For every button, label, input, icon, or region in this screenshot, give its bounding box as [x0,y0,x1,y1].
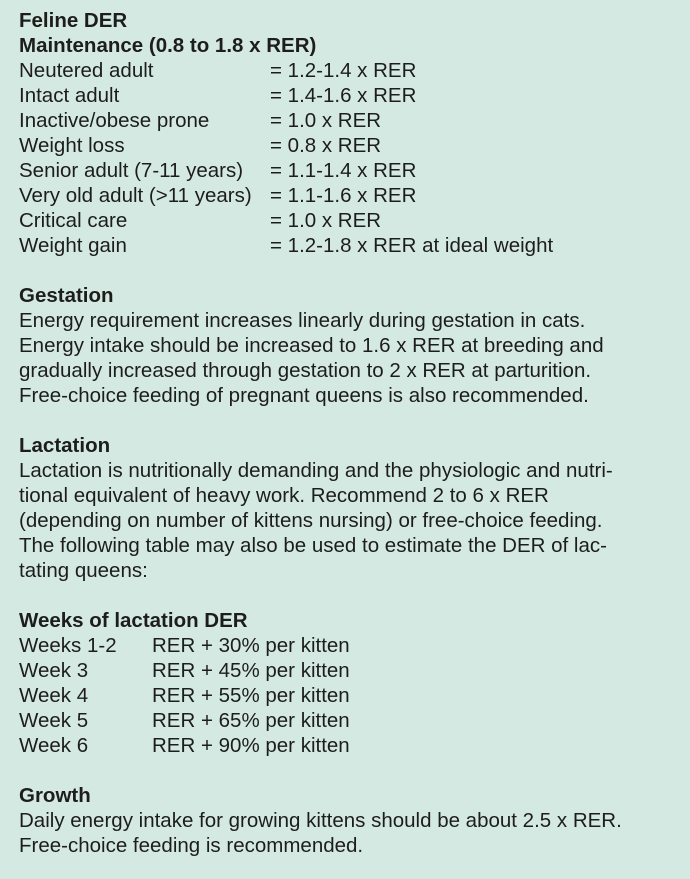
maintenance-heading: Maintenance (0.8 to 1.8 x RER) [19,34,317,57]
maintenance-row [19,83,672,108]
maintenance-row [19,108,672,133]
text-line: Lactation is nutritionally demanding and the physiologic and nutri- [19,459,613,482]
week-value: RER + 45% per kitten [152,659,350,682]
maintenance-label: Senior adult (7-11 years) [19,159,244,182]
text-line: Free-choice feeding is recommended. [19,834,364,857]
growth-heading: Growth [19,784,91,807]
week-label: Weeks 1-2 [19,634,117,657]
maintenance-value: = 1.2-1.4 x RER [270,59,417,82]
gestation-section [19,283,672,408]
maintenance-value: = 1.1-1.4 x RER [270,159,417,182]
text-line: The following table may also be used to estimate the DER of lac- [19,534,607,557]
week-row [19,708,672,733]
growth-paragraph [19,808,672,858]
text-line: Energy intake should be increased to 1.6 x RER at breeding and [19,334,604,357]
lactation-weeks-section [19,608,672,758]
week-value: RER + 30% per kitten [152,634,350,657]
maintenance-label: Inactive/obese prone [19,109,210,132]
lactation-paragraph [19,458,672,583]
week-value: RER + 55% per kitten [152,684,350,707]
maintenance-label: Critical care [19,209,128,232]
maintenance-value: = 1.1-1.6 x RER [270,184,417,207]
text-line: tating queens: [19,559,148,582]
maintenance-value: = 1.4-1.6 x RER [270,84,417,107]
text-line: Energy requirement increases linearly during gestation in cats. [19,309,586,332]
week-label: Week 5 [19,709,89,732]
maintenance-row [19,233,672,258]
week-value: RER + 65% per kitten [152,709,350,732]
growth-section [19,783,672,858]
lactation-heading: Lactation [19,434,111,457]
maintenance-row [19,158,672,183]
maintenance-table [19,58,672,258]
text-line: Daily energy intake for growing kittens should be about 2.5 x RER. [19,809,622,832]
maintenance-value: = 1.2-1.8 x RER at ideal weight [270,234,554,257]
gestation-heading: Gestation [19,284,114,307]
maintenance-value: = 0.8 x RER [270,134,382,157]
text-line: tional equivalent of heavy work. Recommend 2 to 6 x RER [19,484,549,507]
text-line: Free-choice feeding of pregnant queens is also recommended. [19,384,589,407]
lactation-weeks-table [19,633,672,758]
week-label: Week 3 [19,659,89,682]
maintenance-label: Weight gain [19,234,127,257]
week-row [19,733,672,758]
maintenance-row [19,208,672,233]
gestation-paragraph [19,308,672,408]
maintenance-label: Weight loss [19,134,125,157]
maintenance-row [19,133,672,158]
maintenance-value: = 1.0 x RER [270,209,382,232]
document-title: Feline DER [19,9,128,32]
lactation-section [19,433,672,583]
maintenance-row [19,58,672,83]
week-value: RER + 90% per kitten [152,734,350,757]
week-row [19,658,672,683]
week-label: Week 6 [19,734,89,757]
maintenance-row [19,183,672,208]
week-row [19,633,672,658]
maintenance-label: Intact adult [19,84,120,107]
maintenance-label: Neutered adult [19,59,154,82]
week-label: Week 4 [19,684,89,707]
lactation-weeks-heading: Weeks of lactation DER [19,609,248,632]
text-line: gradually increased through gestation to 2 x RER at parturition. [19,359,592,382]
week-row [19,683,672,708]
maintenance-label: Very old adult (>11 years) [19,184,252,207]
maintenance-value: = 1.0 x RER [270,109,382,132]
text-line: (depending on number of kittens nursing) or free-choice feeding. [19,509,603,532]
